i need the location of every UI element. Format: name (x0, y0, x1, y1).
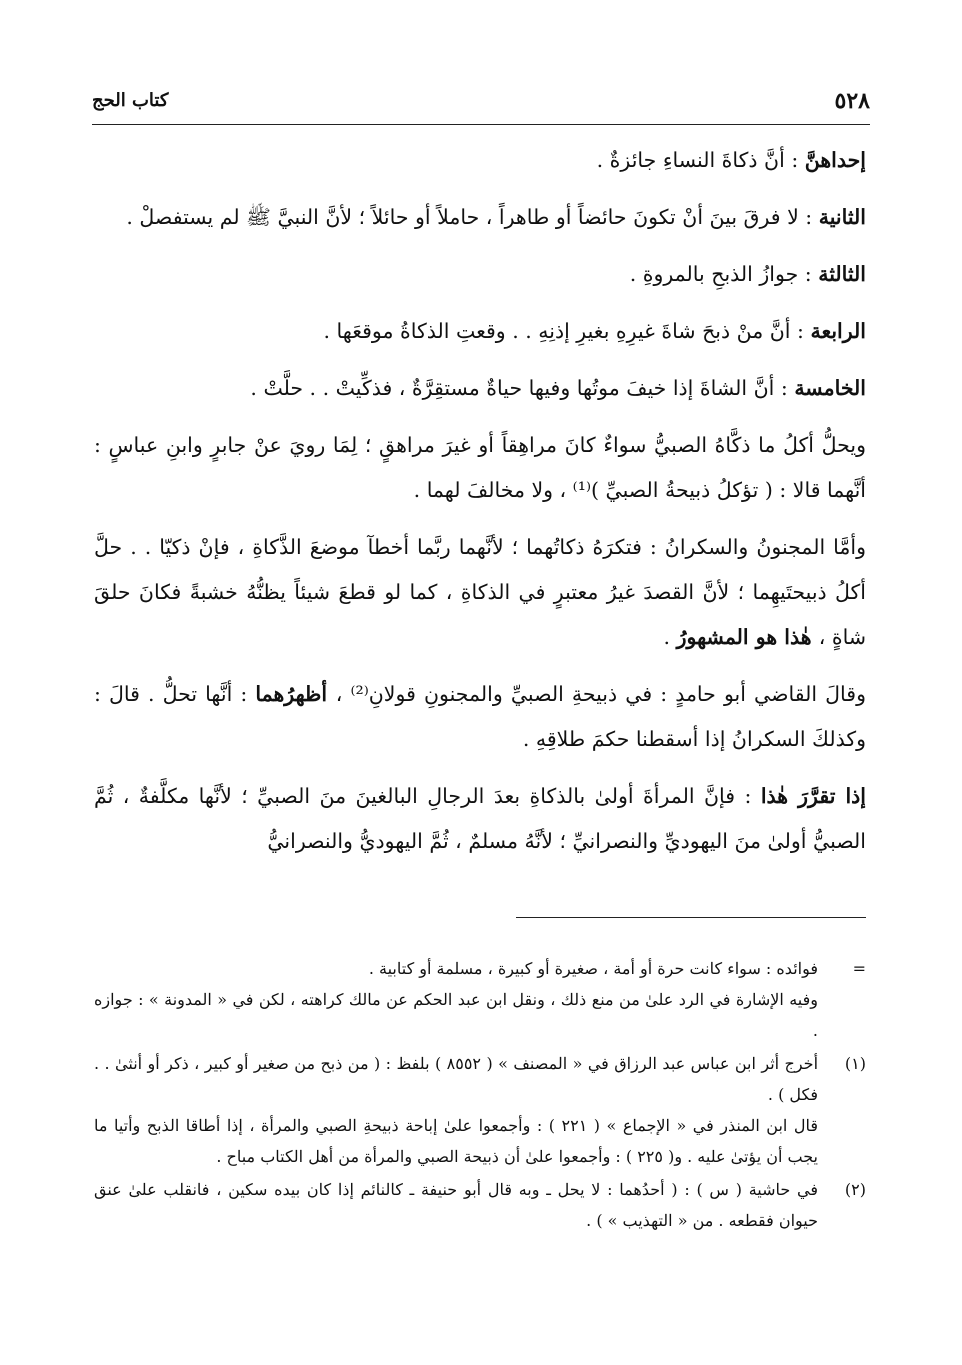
paragraph-label: إذا تقرَّرَ هٰذا (760, 784, 866, 808)
paragraph-3 (94, 252, 866, 297)
header-rule (92, 124, 870, 125)
paragraph-1 (94, 138, 866, 183)
paragraph-text: : أنَّ الشاةَ إذا خيفَ موتُها وفيها حياةٌ مستقِرَّةٌ ، فذكِّيتْ . . حلَّتْ . (250, 376, 795, 400)
paragraph-9 (94, 774, 866, 864)
paragraph-4 (94, 309, 866, 354)
footnote-2 (94, 1174, 866, 1236)
paragraph-text: وأمَّا المجنونُ والسكرانُ : فتكرَهُ ذكاتُهما ؛ لأنَّهما ربَّما أخطآ موضعَ الذَّكاةِ ، فإنْ ذكيّا . . حلَّ أكلُ ذبيحتَيهِما ؛ لأنَّ القصدَ غيرُ معتبرٍ في الذكاةِ ، كما لو قطعَ شيئاً يظنُّهُ خشبةً فكانَ حلقَ شاةٍ ، (94, 535, 866, 649)
page-number: ٥٢٨ (834, 88, 870, 114)
footnote-line: في حاشية ( س ) : ( أحدُهما : لا يحل ـ وبه قال أبو حنيفة ـ كالنائم إذا كان بيده سكين ، فانقلب علىٰ عنق حيوان فقطعه . من « التهذيب » ) . (94, 1180, 818, 1230)
footnote-separator (516, 917, 866, 918)
paragraph-tail: . (663, 625, 677, 649)
paragraph-2 (94, 195, 866, 240)
paragraph-7 (94, 525, 866, 660)
paragraph-text: : أنَّ منْ ذبحَ شاةَ غيرِهِ بغيرِ إذنِهِ . . وقعتِ الذكاةُ موقعَها . (323, 319, 811, 343)
paragraph-tail: : أنَّها تحلُّ . قالَ : وكذلكَ السكرانُ إذا أسقطنا حكمَ طلاقِهِ . (94, 682, 866, 751)
paragraph-label: الرابعة (810, 319, 866, 343)
emphasis-text: هٰذا هو المشهورُ (676, 625, 819, 649)
main-text (94, 138, 866, 876)
paragraph-text: ويحلُّ أكلُ ما ذكَّاهُ الصبيُّ سواءٌ كانَ مراهِقاً أو غيرَ مراهقٍ ؛ لِمَا رويَ عنْ جابرٍ وابنِ عباسٍ : أنَّهما قالا : ( تؤكلُ ذبيحةُ الصبيِّ )⁽¹⁾ ، ولا مخالفَ لهما . (94, 433, 866, 502)
footnotes (94, 953, 866, 1238)
running-title: كتاب الحج (92, 90, 169, 111)
footnote-1 (94, 1048, 866, 1172)
footnote-marker: (١) (844, 1054, 866, 1073)
emphasis-text: أظهرُهما (255, 682, 336, 706)
footnote-line: وفيه الإشارة في الرد علىٰ من منع ذلك ، ونقل ابن عبد الحكم عن مالك كراهته ، لكن في « المدونة » : جوازه . (94, 990, 818, 1040)
paragraph-6 (94, 423, 866, 513)
paragraph-label: إحداهنَّ (804, 148, 866, 172)
paragraph-text: : فإنَّ المرأةَ أولىٰ بالذكاةِ بعدَ الرجالِ البالغينَ منَ الصبيِّ ؛ لأنَّها مكلَّفةٌ ، ثُمَّ الصبيُّ أولىٰ منَ اليهوديِّ والنصرانيِّ ؛ لأنَّهُ مسلمٌ ، ثُمَّ اليهوديُّ والنصرانيُّ (94, 784, 866, 853)
paragraph-label: الخامسة (794, 376, 866, 400)
paragraph-label: الثانية (818, 205, 866, 229)
footnote-marker: (٢) (844, 1180, 866, 1199)
paragraph-label: الثالثة (818, 262, 866, 286)
footnote-line: فوائده : سواء كانت حرة أو أمة ، صغيرة أو كبيرة ، مسلمة أو كتابية . (368, 959, 818, 978)
paragraph-text: : أنَّ ذكاةَ النساءِ جائزةٌ . (596, 148, 805, 172)
footnote-marker: = (852, 959, 866, 978)
paragraph-5 (94, 366, 866, 411)
paragraph-text: : لا فرقَ بينَ أنْ تكونَ حائضاً أو طاهراً ، حاملاً أو حائلاً ؛ لأنَّ النبيَّ ﷺ لم يستفصلْ . (126, 205, 819, 229)
paragraph-text: : جوازُ الذبحِ بالمروةِ . (629, 262, 819, 286)
paragraph-text: وقالَ القاضي أبو حامدٍ : في ذبيحةِ الصبيِّ والمجنونِ قولانِ⁽²⁾ ، (335, 682, 866, 706)
page-header (92, 88, 870, 122)
footnote-continued (94, 953, 866, 1046)
footnote-line: قال ابن المنذر في « الإجماع » ( ٢٢١ ) : وأجمعوا علىٰ إباحة ذبيحةِ الصبي والمرأة ، إذا أطاقا الذبح وأتيا ما يجب أن يؤتىٰ عليه . و( ٢٢٥ ) : وأجمعوا علىٰ أن ذبيحة الصبي والمرأة من أهل الكتاب مباح . (94, 1116, 819, 1166)
paragraph-8 (94, 672, 866, 762)
footnote-line: أخرج أثر ابن عباس عبد الرزاق في « المصنف » ( ٨٥٥٢ ) بلفظ : ( من ذبح من صغير أو كبير ، ذكر أو أنثىٰ . . فكل ) . (94, 1054, 819, 1104)
